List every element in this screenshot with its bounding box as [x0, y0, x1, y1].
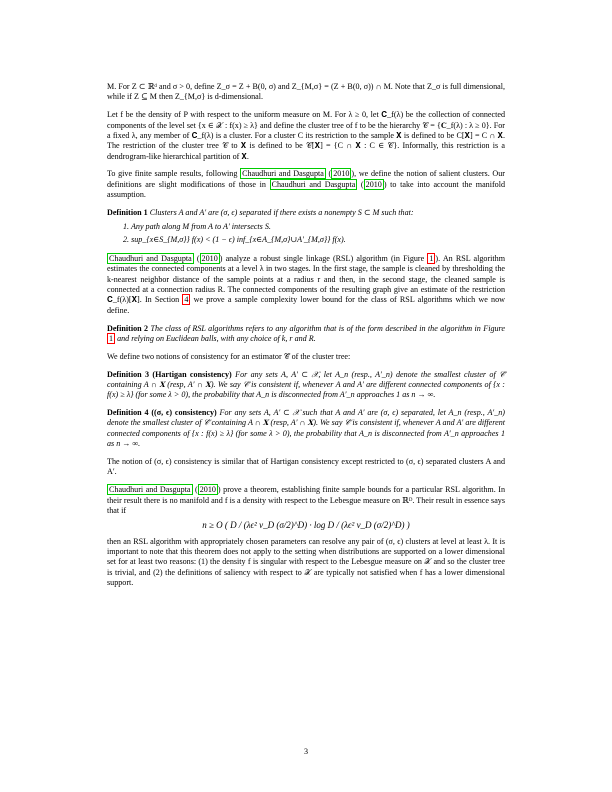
paragraph-cluster-tree: Let f be the density of P with respect to the uniform measure on M. For λ ≥ 0, let 𝐂_f(λ) be the collection of connected components of the level set {x ∈ 𝒳 : f(x) ≥ λ} and define the cluster tree of f to be the hierarchy 𝒞 = {𝐂_f(λ) : λ ≥ 0}. For a fixed λ, any member of 𝐂_f(λ) is a cluster. For a cluster C its restriction to the sample 𝐗 is defined to be C[𝐗] = C ∩ 𝐗. The restriction of the cluster tree 𝒞 to 𝐗 is defined to be 𝒞[𝐗] = {C ∩ 𝐗 : C ∈ 𝒞}. Informally, this restriction is a dendrogram-like hierarchical partition of 𝐗.	[107, 110, 505, 161]
section-ref-link[interactable]: 4	[184, 295, 189, 305]
paragraph-sigma-eps: The notion of (σ, ϵ) consistency is similar that of Hartigan consistency except restricted to (σ, ϵ) separated clusters A and A′.	[107, 456, 505, 477]
paragraph-notation: M. For Z ⊂ ℝᵈ and σ > 0, define Z_σ = Z + B(0, σ) and Z_{M,σ} = (Z + B(0, σ)) ∩ M. Note that Z_σ is full dimensional, while if Z ⊆ M then Z_{M,σ} is d-dimensional.	[107, 82, 505, 102]
definition-text: Clusters A and A′ are (σ, ϵ) separated if there exists a nonempty S ⊂ M such that:	[149, 207, 414, 217]
list-item: 1. Any path along M from A to A′ intersects S.	[123, 222, 271, 232]
figure-ref-link[interactable]: 1	[429, 253, 434, 263]
definition-label: Definition 3 (Hartigan consistency)	[107, 369, 232, 379]
citation-year-link[interactable]: 2010	[199, 485, 216, 495]
definition-2	[107, 324, 505, 345]
page-number: 3	[303, 747, 309, 756]
definition-1	[107, 208, 505, 218]
definition-3	[107, 370, 505, 401]
citation-link-chaudhuri[interactable]: Chaudhuri and Dasgupta	[109, 485, 191, 495]
citation-link-chaudhuri[interactable]: Chaudhuri and Dasgupta	[242, 169, 324, 179]
definition-label: Definition 2	[107, 323, 149, 333]
list-item: 2. sup_{x∈S_{M,σ}} f(x) < (1 − ϵ) inf_{x∈A_{M,σ}∪A′_{M,σ}} f(x).	[123, 234, 346, 244]
citation-year-link[interactable]: 2010	[365, 179, 382, 189]
paragraph-rsl: Chaudhuri and Dasgupta ( 2010 ) analyze a robust single linkage (RSL) algorithm (in Figure 1 ). An RSL algorithm estimates the connected components at a level λ in two stages. In the first stage, the sample is cleaned by thresholding the k-nearest neighbor distance of the sample points at a radius r and then, in the second stage, the cleaned sample is connected at a connection radius R. The connected components of the resulting graph give an estimate of the restriction 𝐂_f(λ)[𝐗]. In Section 4 we prove a sample complexity lower bound for the class of RSL algorithms which we now define.	[107, 253, 505, 315]
text-span: we define the notion of salient clusters. Our definitions are slight modifications of those in	[107, 169, 505, 189]
definition-4	[107, 408, 505, 449]
definition-label: Definition 4 ((σ, ϵ) consistency)	[107, 408, 217, 418]
paragraph-consistency-intro: We define two notions of consistency for an estimator 𝒞̂ of the cluster tree:	[107, 351, 351, 361]
definition-label: Definition 1	[107, 207, 148, 217]
definition-text: For any sets A, A′ ⊂ 𝒳 such that A and A′ are (σ, ϵ) separated, let A_n (resp., A′_n) denote the smallest cluster of 𝒞̂ containing A ∩ 𝐗 (resp, A′ ∩ 𝐗). We say 𝒞̂ is consistent if, whenever A and A′ are different connected components of {x : f(x) ≥ λ} (for some λ > 0), the probability that A_n is disconnected from A′_n approaches 1 as n → ∞.	[107, 408, 505, 449]
paper-body	[107, 82, 505, 596]
citation-link-chaudhuri[interactable]: Chaudhuri and Dasgupta	[109, 253, 192, 263]
text-span: ). An RSL algorithm estimates the connected components at a level λ in two stages. In the first stage, the sample is cleaned by thresholding the k-nearest neighbor distance of the sample points at a radius r and then, in the second stage, the cleaned sample is connected at a connection radius R. The connected components of the resulting graph give an estimate of the restriction 𝐂_f(λ)[𝐗]. In Section	[107, 253, 505, 305]
text-span: to take into account the manifold assumption.	[107, 179, 506, 200]
paragraph-theorem: Chaudhuri and Dasgupta ( 2010 ) prove a theorem, establishing finite sample bounds for a particular RSL algorithm. In their result there is no manifold and f is a density with respect to the Lebesgue measure on ℝᴰ. Their result in essence says that if	[107, 485, 506, 515]
paragraph-theorem-discussion: then an RSL algorithm with appropriately chosen parameters can resolve any pair of (σ, ϵ) clusters at level at least λ. It is important to note that this theorem does not apply to the setting when distributions are supported on a lower dimensional set for at least two reasons: (1) the density f is singular with respect to the Lebesgue measure on 𝒳 and so the cluster tree is trivial, and (2) the definitions of saliency with respect to 𝒳 are typically not satisfied when f has a lower dimensional support.	[107, 536, 505, 587]
text-span: we prove a sample complexity lower bound for the class of RSL algorithms which we now define.	[107, 295, 505, 315]
definition-text: For any sets A, A′ ⊂ 𝒳, let A_n (resp., A′_n) denote the smallest cluster of 𝒞̂ containing A ∩ 𝐗 (resp, A′ ∩ 𝐗). We say 𝒞̂ is consistent if, whenever A and A′ are different connected components of {x : f(x) ≥ λ} (for some λ > 0), the probability that A_n is disconnected from A′_n approaches 1 as n → ∞.	[107, 369, 505, 400]
definition-1-list	[123, 222, 505, 245]
definition-text: and relying on Euclidean balls, with any choice of k, r and R.	[117, 333, 316, 343]
text-span: analyze a robust single linkage (RSL) algorithm (in Figure	[225, 253, 425, 263]
citation-year-link[interactable]: 2010	[201, 253, 218, 263]
citation-link-chaudhuri[interactable]: Chaudhuri and Dasgupta	[271, 179, 356, 189]
text-span: prove a theorem, establishing finite sample bounds for a particular RSL algorithm. In their result there is no manifold and f is a density with respect to the Lebesgue measure on ℝᴰ. Their result in essence says that if	[107, 485, 506, 515]
text-span: To give finite sample results, following	[107, 169, 238, 179]
citation-year-link[interactable]: 2010	[333, 169, 350, 179]
figure-ref-link[interactable]: 1	[109, 333, 114, 343]
paragraph-salient-clusters: To give finite sample results, following Chaudhuri and Dasgupta ( 2010 ), we define the notion of salient clusters. Our definitions are slight modifications of those in Chaudhuri and Dasgupta ( 2010 ) to take into account the manifold assumption.	[107, 169, 506, 200]
definition-text: The class of RSL algorithms refers to any algorithm that is of the form described in the algorithm in Figure	[150, 323, 505, 333]
display-equation: n ≥ O ( D / (λϵ² v_D (σ/2)^D) · log D / (λϵ² v_D (σ/2)^D) )	[202, 520, 410, 531]
